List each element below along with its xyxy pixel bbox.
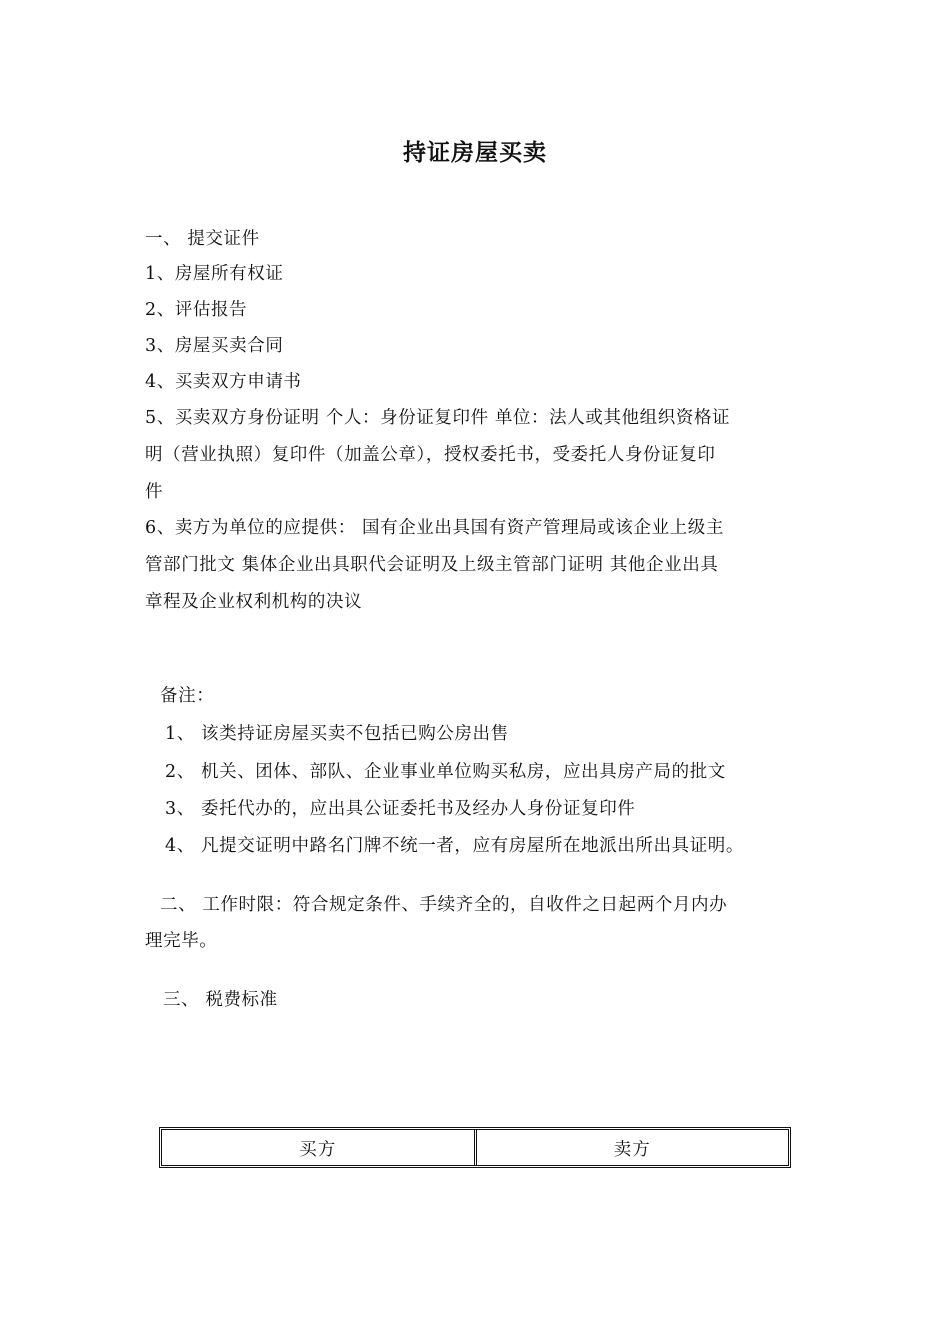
section3-heading: 三、 税费标准 xyxy=(163,990,278,1010)
section2-line: 二、 工作时限：符合规定条件、手续齐全的，自收件之日起两个月内办 xyxy=(160,895,728,915)
list-item: 明（营业执照）复印件（加盖公章），授权委托书，受委托人身份证复印 xyxy=(145,445,716,465)
fee-table xyxy=(159,1127,791,1168)
list-item: 件 xyxy=(145,482,164,502)
list-item: 1、房屋所有权证 xyxy=(145,264,284,284)
list-item: 2、评估报告 xyxy=(145,300,248,320)
note-item: 4、 凡提交证明中路名门牌不统一者，应有房屋所在地派出所出具证明。 xyxy=(165,836,744,856)
list-item: 4、买卖双方申请书 xyxy=(145,372,302,392)
note-item: 2、 机关、团体、部队、企业事业单位购买私房，应出具房产局的批文 xyxy=(165,762,726,782)
notes-heading: 备注： xyxy=(160,686,215,706)
table-header-cell-seller: 卖方 xyxy=(474,1130,789,1165)
section1-heading: 一、 提交证件 xyxy=(145,229,260,249)
list-item: 章程及企业权利机构的决议 xyxy=(145,592,363,612)
note-item: 1、 该类持证房屋买卖不包括已购公房出售 xyxy=(165,724,509,744)
page-title: 持证房屋买卖 xyxy=(403,140,547,166)
list-item: 5、买卖双方身份证明 个人：身份证复印件 单位：法人或其他组织资格证 xyxy=(145,408,731,428)
note-item: 3、 委托代办的，应出具公证委托书及经办人身份证复印件 xyxy=(165,799,636,819)
list-item: 3、房屋买卖合同 xyxy=(145,336,284,356)
list-item: 6、卖方为单位的应提供： 国有企业出具国有资产管理局或该企业上级主 xyxy=(145,518,724,538)
section2-line: 理完毕。 xyxy=(145,931,218,951)
table-header-cell-buyer: 买方 xyxy=(299,1140,337,1160)
list-item: 管部门批文 集体企业出具职代会证明及上级主管部门证明 其他企业出具 xyxy=(145,555,719,575)
